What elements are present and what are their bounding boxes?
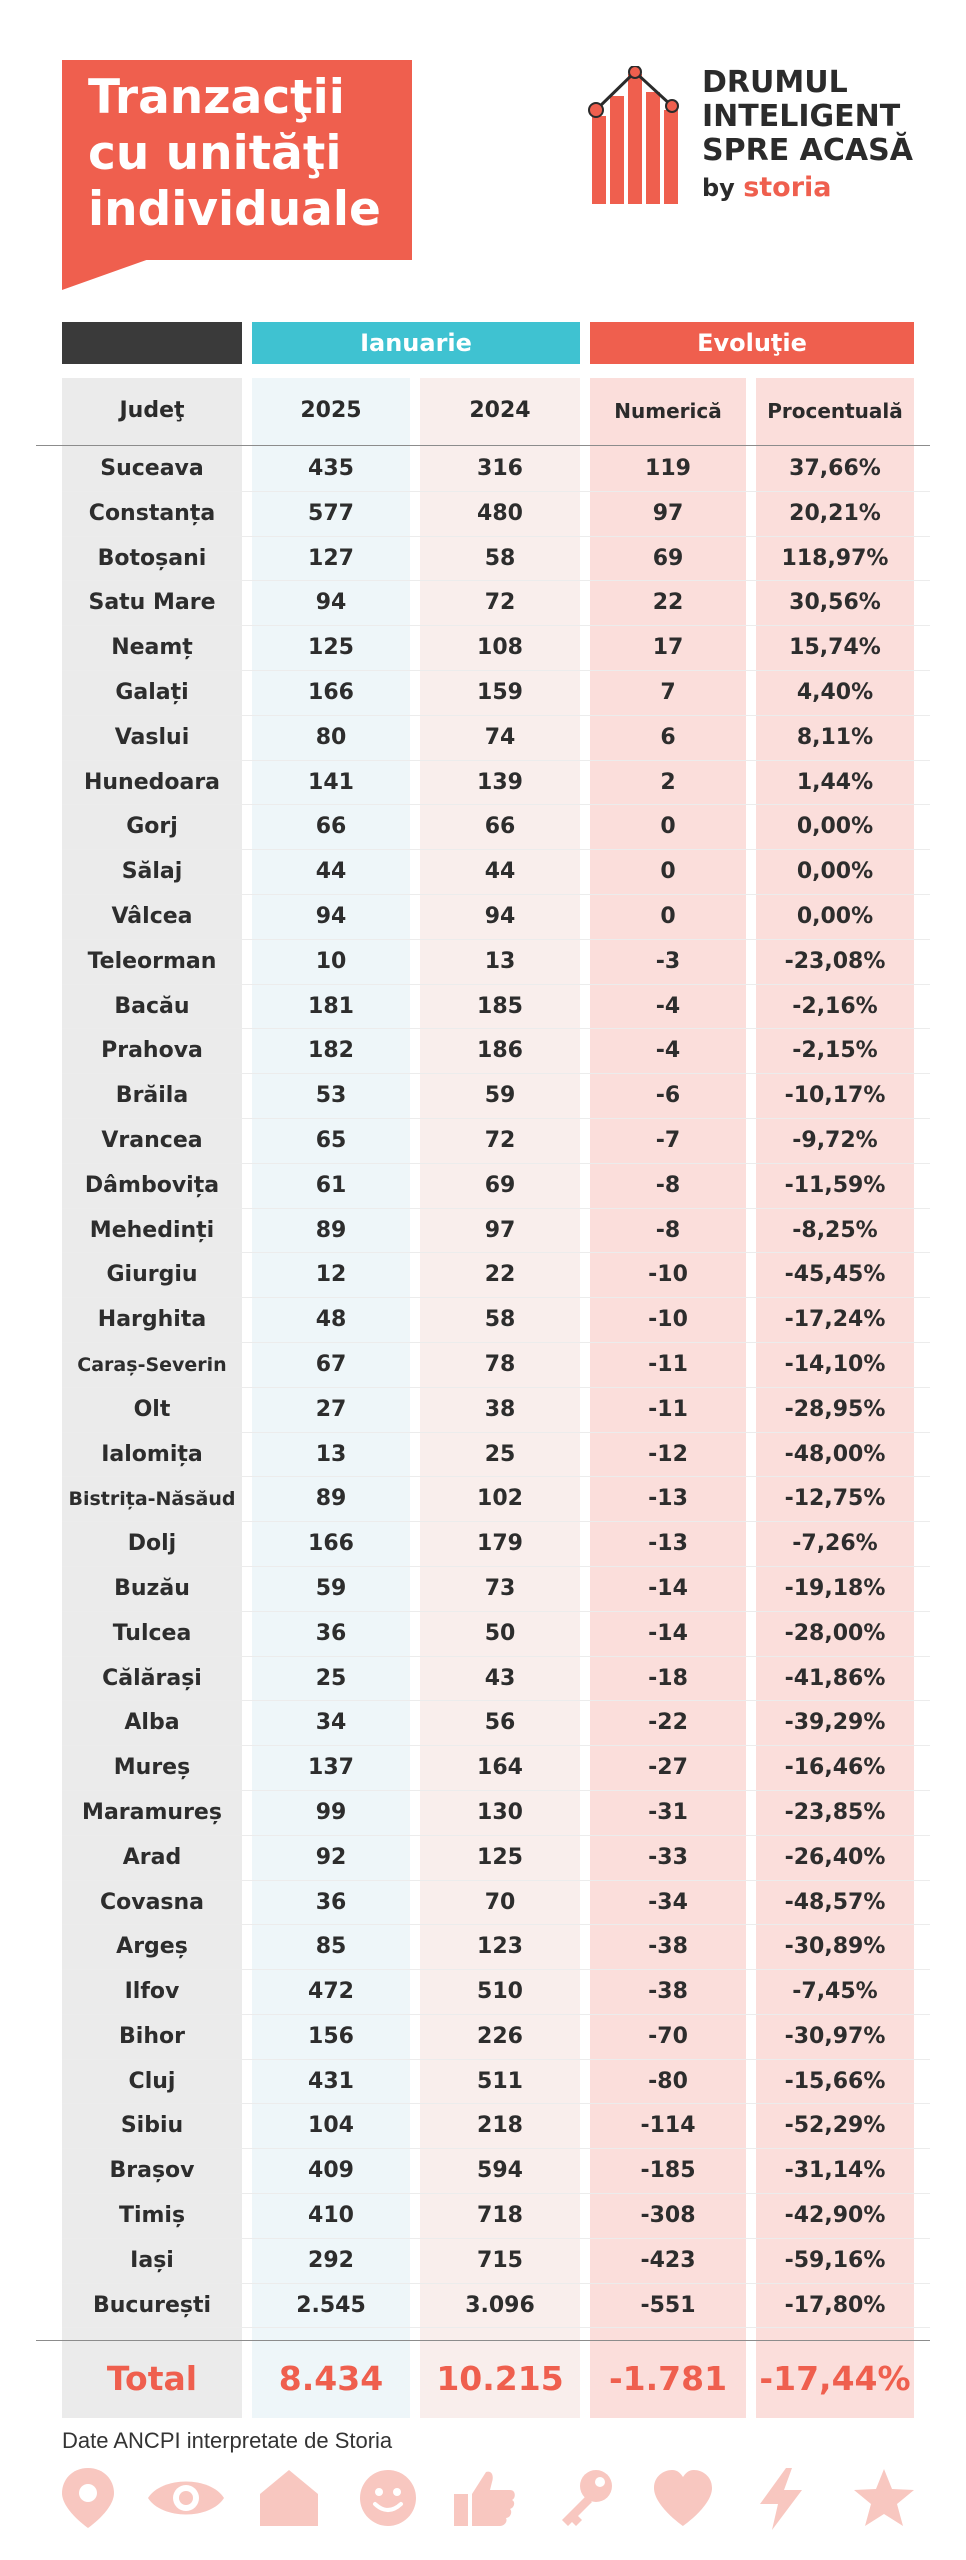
total-percent: -17,44% bbox=[759, 2359, 911, 2398]
numeric-cell: -8 bbox=[655, 1217, 681, 1243]
percent-cell: -9,72% bbox=[792, 1127, 878, 1153]
numeric-cell: 119 bbox=[645, 456, 691, 481]
table-row bbox=[0, 1612, 966, 1657]
table-row bbox=[0, 1477, 966, 1522]
y2025-cell: 137 bbox=[308, 1755, 354, 1781]
thumbs-up-icon bbox=[450, 2466, 520, 2530]
numeric-cell: -38 bbox=[648, 1934, 688, 1960]
percent-cell: -48,00% bbox=[784, 1441, 886, 1467]
county-cell: Iași bbox=[130, 2247, 174, 2273]
y2024-cell: 38 bbox=[484, 1396, 516, 1422]
percent-cell: -7,45% bbox=[792, 1979, 878, 2005]
y2025-cell: 2.545 bbox=[296, 2292, 366, 2318]
percent-cell: -52,29% bbox=[784, 2113, 886, 2139]
numeric-cell: -308 bbox=[640, 2203, 696, 2229]
y2024-cell: 66 bbox=[484, 814, 516, 840]
y2024-cell: 186 bbox=[477, 1038, 523, 1064]
percent-cell: -30,89% bbox=[784, 1934, 886, 1960]
county-cell: Brăila bbox=[115, 1083, 189, 1109]
county-cell: Ialomița bbox=[101, 1441, 203, 1467]
title-line-2: cu unităţi bbox=[88, 126, 342, 181]
y2025-cell: 181 bbox=[308, 993, 354, 1019]
numeric-cell: -4 bbox=[655, 993, 681, 1019]
county-cell: Caraș-Severin bbox=[77, 1353, 227, 1376]
y2024-cell: 43 bbox=[484, 1665, 516, 1691]
percent-cell: -23,08% bbox=[784, 948, 886, 974]
county-cell: Mureș bbox=[113, 1755, 191, 1781]
y2024-cell: 73 bbox=[484, 1575, 516, 1601]
numeric-cell: -8 bbox=[655, 1172, 681, 1198]
numeric-cell: -34 bbox=[648, 1889, 688, 1915]
county-cell: Brașov bbox=[109, 2158, 195, 2184]
percent-cell: -16,46% bbox=[784, 1755, 886, 1781]
numeric-cell: -4 bbox=[655, 1038, 681, 1064]
numeric-cell: -12 bbox=[648, 1441, 688, 1467]
percent-cell: 8,11% bbox=[796, 724, 874, 750]
table-row bbox=[0, 1209, 966, 1254]
data-table-body bbox=[0, 447, 966, 2328]
y2025-cell: 13 bbox=[315, 1441, 347, 1467]
numeric-cell: 0 bbox=[660, 814, 676, 840]
percent-cell: -30,97% bbox=[784, 2023, 886, 2049]
numeric-cell: 22 bbox=[652, 590, 684, 616]
y2025-cell: 80 bbox=[315, 724, 347, 750]
numeric-cell: 0 bbox=[660, 859, 676, 885]
y2025-cell: 89 bbox=[315, 1486, 347, 1512]
county-cell: Teleorman bbox=[87, 948, 217, 974]
numeric-cell: -33 bbox=[648, 1844, 688, 1870]
table-row bbox=[0, 1970, 966, 2015]
county-cell: Ilfov bbox=[124, 1979, 180, 2005]
numeric-cell: -27 bbox=[648, 1755, 688, 1781]
y2024-cell: 715 bbox=[477, 2247, 523, 2273]
y2024-cell: 44 bbox=[484, 859, 516, 885]
percent-cell: 1,44% bbox=[796, 769, 874, 795]
y2025-cell: 53 bbox=[315, 1083, 347, 1109]
numeric-cell: 7 bbox=[660, 679, 676, 705]
y2025-cell: 156 bbox=[308, 2023, 354, 2049]
numeric-cell: -11 bbox=[648, 1351, 688, 1377]
percent-cell: -8,25% bbox=[792, 1217, 878, 1243]
y2024-cell: 125 bbox=[477, 1844, 523, 1870]
total-2024: 10.215 bbox=[436, 2359, 564, 2398]
y2024-cell: 70 bbox=[484, 1889, 516, 1915]
y2024-cell: 58 bbox=[484, 545, 516, 571]
y2025-cell: 10 bbox=[315, 948, 347, 974]
table-row bbox=[0, 2284, 966, 2329]
y2024-cell: 159 bbox=[477, 679, 523, 705]
table-row bbox=[0, 1657, 966, 1702]
table-row bbox=[0, 1119, 966, 1164]
percent-cell: 4,40% bbox=[796, 679, 874, 705]
percent-cell: -45,45% bbox=[784, 1262, 886, 1288]
logo-text bbox=[702, 66, 913, 168]
lightning-icon bbox=[754, 2466, 808, 2532]
table-row bbox=[0, 1791, 966, 1836]
numeric-cell: -18 bbox=[648, 1665, 688, 1691]
numeric-cell: -38 bbox=[648, 1979, 688, 2005]
y2024-cell: 72 bbox=[484, 1127, 516, 1153]
numeric-cell: -70 bbox=[648, 2023, 688, 2049]
numeric-cell: -551 bbox=[640, 2292, 696, 2318]
header-judet: Judeţ bbox=[119, 398, 185, 423]
y2024-cell: 316 bbox=[477, 456, 523, 481]
y2025-cell: 166 bbox=[308, 679, 354, 705]
percent-cell: -28,95% bbox=[784, 1396, 886, 1422]
y2024-cell: 185 bbox=[477, 993, 523, 1019]
star-icon bbox=[850, 2466, 918, 2530]
county-cell: Călărași bbox=[102, 1665, 202, 1691]
y2025-cell: 36 bbox=[315, 1889, 347, 1915]
county-cell: Botoșani bbox=[97, 545, 207, 571]
percent-cell: -17,24% bbox=[784, 1307, 886, 1333]
numeric-cell: 2 bbox=[660, 769, 676, 795]
numeric-cell: -423 bbox=[640, 2247, 696, 2273]
table-row bbox=[0, 895, 966, 940]
percent-cell: 20,21% bbox=[789, 500, 881, 526]
total-numeric: -1.781 bbox=[608, 2359, 728, 2398]
title-line-3: individuale bbox=[88, 182, 381, 237]
table-row bbox=[0, 2104, 966, 2149]
y2024-cell: 123 bbox=[477, 1934, 523, 1960]
county-cell: Bihor bbox=[119, 2023, 185, 2049]
percent-cell: -15,66% bbox=[784, 2068, 886, 2094]
county-cell: Maramureș bbox=[82, 1799, 222, 1825]
table-row bbox=[0, 2239, 966, 2284]
y2024-cell: 58 bbox=[484, 1307, 516, 1333]
county-cell: Gorj bbox=[126, 814, 178, 840]
percent-cell: 0,00% bbox=[796, 814, 874, 840]
county-cell: Cluj bbox=[128, 2068, 176, 2094]
percent-cell: -28,00% bbox=[784, 1620, 886, 1646]
y2024-cell: 130 bbox=[477, 1799, 523, 1825]
y2025-cell: 59 bbox=[315, 1575, 347, 1601]
numeric-cell: -6 bbox=[655, 1083, 681, 1109]
footer-icon-row bbox=[52, 2466, 932, 2536]
county-cell: Bistrița-Năsăud bbox=[68, 1488, 236, 1511]
y2025-cell: 99 bbox=[315, 1799, 347, 1825]
y2025-cell: 61 bbox=[315, 1172, 347, 1198]
y2025-cell: 94 bbox=[315, 590, 347, 616]
y2025-cell: 292 bbox=[308, 2247, 354, 2273]
county-cell: Galați bbox=[115, 679, 189, 705]
table-row bbox=[0, 2194, 966, 2239]
table-row bbox=[0, 716, 966, 761]
header-divider bbox=[36, 445, 930, 446]
y2025-cell: 104 bbox=[308, 2113, 354, 2139]
table-row bbox=[0, 581, 966, 626]
y2025-cell: 27 bbox=[315, 1396, 347, 1422]
numeric-cell: -13 bbox=[648, 1486, 688, 1512]
y2024-cell: 97 bbox=[484, 1217, 516, 1243]
numeric-cell: -14 bbox=[648, 1575, 688, 1601]
y2025-cell: 410 bbox=[308, 2203, 354, 2229]
total-divider bbox=[36, 2340, 930, 2341]
county-cell: Vâlcea bbox=[111, 903, 193, 929]
percent-cell: -12,75% bbox=[784, 1486, 886, 1512]
percent-cell: -23,85% bbox=[784, 1799, 886, 1825]
table-row bbox=[0, 1388, 966, 1433]
y2024-cell: 59 bbox=[484, 1083, 516, 1109]
y2025-cell: 85 bbox=[315, 1934, 347, 1960]
y2024-cell: 74 bbox=[484, 724, 516, 750]
numeric-cell: -185 bbox=[640, 2158, 696, 2184]
table-row bbox=[0, 1164, 966, 1209]
ianuarie-band: Ianuarie bbox=[252, 322, 580, 364]
county-cell: Neamț bbox=[111, 635, 193, 661]
percent-cell: -2,16% bbox=[792, 993, 878, 1019]
numeric-cell: -114 bbox=[640, 2113, 696, 2139]
dark-band bbox=[62, 322, 242, 364]
evolutie-band: Evoluţie bbox=[590, 322, 914, 364]
y2025-cell: 577 bbox=[308, 500, 354, 526]
logo-line-3: SPRE ACASĂ bbox=[702, 133, 913, 168]
county-cell: Tulcea bbox=[112, 1620, 192, 1646]
key-icon bbox=[556, 2466, 616, 2530]
table-row bbox=[0, 1925, 966, 1970]
header-numerica: Numerică bbox=[614, 399, 722, 423]
county-cell: Satu Mare bbox=[88, 590, 216, 616]
county-cell: Arad bbox=[122, 1844, 182, 1870]
numeric-cell: 17 bbox=[652, 635, 684, 661]
y2025-cell: 435 bbox=[308, 456, 354, 481]
table-row bbox=[0, 805, 966, 850]
total-2025: 8.434 bbox=[278, 2359, 384, 2398]
source-note: Date ANCPI interpretate de Storia bbox=[62, 2428, 393, 2453]
percent-cell: -7,26% bbox=[792, 1531, 878, 1557]
title-banner-tail bbox=[62, 258, 152, 290]
numeric-cell: -22 bbox=[648, 1710, 688, 1736]
y2025-cell: 65 bbox=[315, 1127, 347, 1153]
house-icon bbox=[256, 2466, 322, 2530]
table-row bbox=[0, 2149, 966, 2194]
y2024-cell: 718 bbox=[477, 2203, 523, 2229]
y2025-cell: 48 bbox=[315, 1307, 347, 1333]
county-cell: Alba bbox=[124, 1710, 180, 1736]
table-row bbox=[0, 1029, 966, 1074]
table-row bbox=[0, 1881, 966, 1926]
table-row bbox=[0, 1253, 966, 1298]
county-cell: Vrancea bbox=[101, 1127, 203, 1153]
y2024-cell: 164 bbox=[477, 1755, 523, 1781]
numeric-cell: -80 bbox=[648, 2068, 688, 2094]
numeric-cell: 69 bbox=[652, 545, 684, 571]
table-row bbox=[0, 940, 966, 985]
county-cell: Dolj bbox=[127, 1531, 177, 1557]
y2024-cell: 94 bbox=[484, 903, 516, 929]
table-row bbox=[0, 2060, 966, 2105]
y2025-cell: 12 bbox=[315, 1262, 347, 1288]
county-cell: Sălaj bbox=[121, 859, 183, 885]
percent-cell: -10,17% bbox=[784, 1083, 886, 1109]
y2024-cell: 510 bbox=[477, 1979, 523, 2005]
table-row bbox=[0, 1567, 966, 1612]
county-cell: Argeș bbox=[116, 1934, 188, 1960]
numeric-cell: -31 bbox=[648, 1799, 688, 1825]
table-row bbox=[0, 850, 966, 895]
page-title bbox=[88, 70, 408, 238]
eye-icon bbox=[146, 2466, 226, 2530]
y2025-cell: 409 bbox=[308, 2158, 354, 2184]
percent-cell: -31,14% bbox=[784, 2158, 886, 2184]
header-procentuala: Procentuală bbox=[767, 399, 903, 423]
logo-line-1: DRUMUL bbox=[702, 65, 848, 100]
county-cell: Giurgiu bbox=[106, 1262, 198, 1288]
percent-cell: 118,97% bbox=[781, 545, 889, 571]
title-line-1: Tranzacţii bbox=[88, 70, 345, 125]
percent-cell: 0,00% bbox=[796, 859, 874, 885]
county-cell: Buzău bbox=[114, 1575, 190, 1601]
y2024-cell: 594 bbox=[477, 2158, 523, 2184]
percent-cell: -59,16% bbox=[784, 2247, 886, 2273]
y2024-cell: 78 bbox=[484, 1351, 516, 1377]
table-row bbox=[0, 1746, 966, 1791]
y2025-cell: 94 bbox=[315, 903, 347, 929]
county-cell: Dâmbovița bbox=[84, 1172, 220, 1198]
y2024-cell: 218 bbox=[477, 2113, 523, 2139]
numeric-cell: -10 bbox=[648, 1307, 688, 1333]
storia-logo bbox=[588, 66, 918, 216]
y2024-cell: 13 bbox=[484, 948, 516, 974]
numeric-cell: -14 bbox=[648, 1620, 688, 1646]
smiley-icon bbox=[356, 2466, 420, 2530]
percent-cell: -2,15% bbox=[792, 1038, 878, 1064]
y2024-cell: 108 bbox=[477, 635, 523, 661]
percent-cell: -41,86% bbox=[784, 1665, 886, 1691]
y2024-cell: 226 bbox=[477, 2023, 523, 2049]
table-row bbox=[0, 985, 966, 1030]
bar-chart-logo-icon bbox=[588, 66, 698, 206]
logo-by: by bbox=[702, 174, 735, 202]
county-cell: Prahova bbox=[101, 1038, 203, 1064]
county-cell: Bacău bbox=[114, 993, 190, 1019]
y2024-cell: 56 bbox=[484, 1710, 516, 1736]
county-cell: Mehedinți bbox=[89, 1217, 215, 1243]
table-row bbox=[0, 1522, 966, 1567]
logo-line-2: INTELIGENT bbox=[702, 99, 901, 134]
table-row bbox=[0, 671, 966, 716]
total-label: Total bbox=[106, 2359, 198, 2398]
county-cell: Suceava bbox=[100, 456, 204, 481]
percent-cell: 15,74% bbox=[789, 635, 881, 661]
table-row bbox=[0, 537, 966, 582]
county-cell: Constanța bbox=[88, 500, 216, 526]
percent-cell: -48,57% bbox=[784, 1889, 886, 1915]
y2025-cell: 67 bbox=[315, 1351, 347, 1377]
y2025-cell: 431 bbox=[308, 2068, 354, 2094]
y2024-cell: 480 bbox=[477, 500, 523, 526]
numeric-cell: -11 bbox=[648, 1396, 688, 1422]
county-cell: Olt bbox=[133, 1396, 171, 1422]
county-cell: Sibiu bbox=[120, 2113, 184, 2139]
y2024-cell: 179 bbox=[477, 1531, 523, 1557]
y2025-cell: 66 bbox=[315, 814, 347, 840]
y2025-cell: 472 bbox=[308, 1979, 354, 2005]
y2025-cell: 127 bbox=[308, 545, 354, 571]
y2025-cell: 89 bbox=[315, 1217, 347, 1243]
table-row bbox=[0, 492, 966, 537]
percent-cell: -26,40% bbox=[784, 1844, 886, 1870]
total-row bbox=[0, 2344, 966, 2414]
heart-icon bbox=[650, 2466, 716, 2530]
county-cell: Hunedoara bbox=[83, 769, 221, 795]
y2025-cell: 34 bbox=[315, 1710, 347, 1736]
table-row bbox=[0, 1701, 966, 1746]
table-row bbox=[0, 1298, 966, 1343]
county-cell: Timiș bbox=[118, 2203, 186, 2229]
table-row bbox=[0, 2015, 966, 2060]
logo-byline bbox=[702, 172, 832, 203]
y2025-cell: 36 bbox=[315, 1620, 347, 1646]
numeric-cell: -10 bbox=[648, 1262, 688, 1288]
y2025-cell: 141 bbox=[308, 769, 354, 795]
y2025-cell: 92 bbox=[315, 1844, 347, 1870]
percent-cell: -14,10% bbox=[784, 1351, 886, 1377]
y2024-cell: 511 bbox=[477, 2068, 523, 2094]
y2024-cell: 3.096 bbox=[465, 2292, 535, 2318]
table-row bbox=[0, 1343, 966, 1388]
percent-cell: 30,56% bbox=[789, 590, 881, 616]
percent-cell: -19,18% bbox=[784, 1575, 886, 1601]
y2024-cell: 72 bbox=[484, 590, 516, 616]
y2025-cell: 166 bbox=[308, 1531, 354, 1557]
numeric-cell: -3 bbox=[655, 948, 681, 974]
percent-cell: 0,00% bbox=[796, 903, 874, 929]
numeric-cell: -7 bbox=[655, 1127, 681, 1153]
numeric-cell: 6 bbox=[660, 724, 676, 750]
county-cell: Harghita bbox=[97, 1307, 207, 1333]
y2025-cell: 182 bbox=[308, 1038, 354, 1064]
table-row bbox=[0, 626, 966, 671]
y2025-cell: 44 bbox=[315, 859, 347, 885]
table-row bbox=[0, 1433, 966, 1478]
percent-cell: -17,80% bbox=[784, 2292, 886, 2318]
header-2024: 2024 bbox=[469, 398, 531, 423]
y2025-cell: 125 bbox=[308, 635, 354, 661]
y2025-cell: 25 bbox=[315, 1665, 347, 1691]
y2024-cell: 25 bbox=[484, 1441, 516, 1467]
y2024-cell: 50 bbox=[484, 1620, 516, 1646]
numeric-cell: -13 bbox=[648, 1531, 688, 1557]
location-pin-icon bbox=[58, 2466, 118, 2530]
county-cell: Covasna bbox=[99, 1889, 205, 1915]
county-cell: București bbox=[92, 2292, 212, 2318]
header-2025: 2025 bbox=[300, 398, 362, 423]
percent-cell: -39,29% bbox=[784, 1710, 886, 1736]
county-cell: Vaslui bbox=[114, 724, 190, 750]
percent-cell: -42,90% bbox=[784, 2203, 886, 2229]
table-row bbox=[0, 1836, 966, 1881]
y2024-cell: 139 bbox=[477, 769, 523, 795]
numeric-cell: 97 bbox=[652, 500, 684, 526]
y2024-cell: 69 bbox=[484, 1172, 516, 1198]
logo-brand: storia bbox=[743, 172, 832, 203]
percent-cell: 37,66% bbox=[789, 456, 881, 481]
y2024-cell: 102 bbox=[477, 1486, 523, 1512]
table-row bbox=[0, 761, 966, 806]
table-row bbox=[0, 447, 966, 492]
percent-cell: -11,59% bbox=[784, 1172, 886, 1198]
table-row bbox=[0, 1074, 966, 1119]
numeric-cell: 0 bbox=[660, 903, 676, 929]
y2024-cell: 22 bbox=[484, 1262, 516, 1288]
